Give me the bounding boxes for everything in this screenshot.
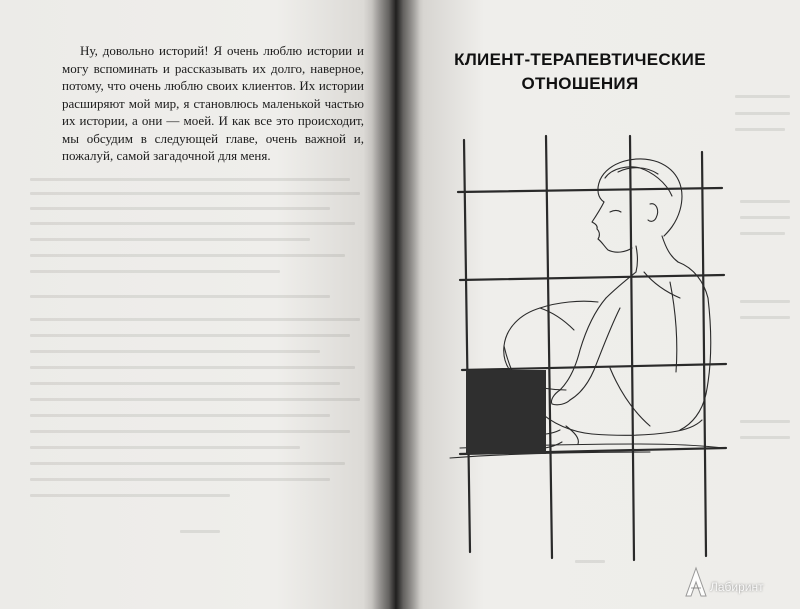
- watermark: [682, 566, 794, 602]
- left-page: [0, 0, 395, 609]
- chapter-title-line-1: КЛИЕНТ-ТЕРАПЕВТИЧЕСКИЕ: [454, 50, 706, 69]
- labyrinth-logo-icon: [682, 566, 710, 600]
- chapter-title: [430, 48, 730, 96]
- watermark-text: Лабиринт: [710, 580, 764, 594]
- boy-behind-grid-illustration: [440, 132, 730, 562]
- dark-window-pane: [466, 370, 546, 454]
- chapter-title-line-2: ОТНОШЕНИЯ: [521, 74, 639, 93]
- left-page-paragraph: Ну, довольно историй! Я очень люблю истории и могу вспоминать и рассказывать их долго, наверное, потому, что очень люблю своих клиентов. Их истории расширяют мой мир, я становлюсь маленькой частью их истории, а они — моей. И как все это происходит, мы обсудим в следующей главе, очень важной и, пожалуй, самой загадочной для меня.: [62, 43, 364, 163]
- window-grid: [458, 136, 726, 560]
